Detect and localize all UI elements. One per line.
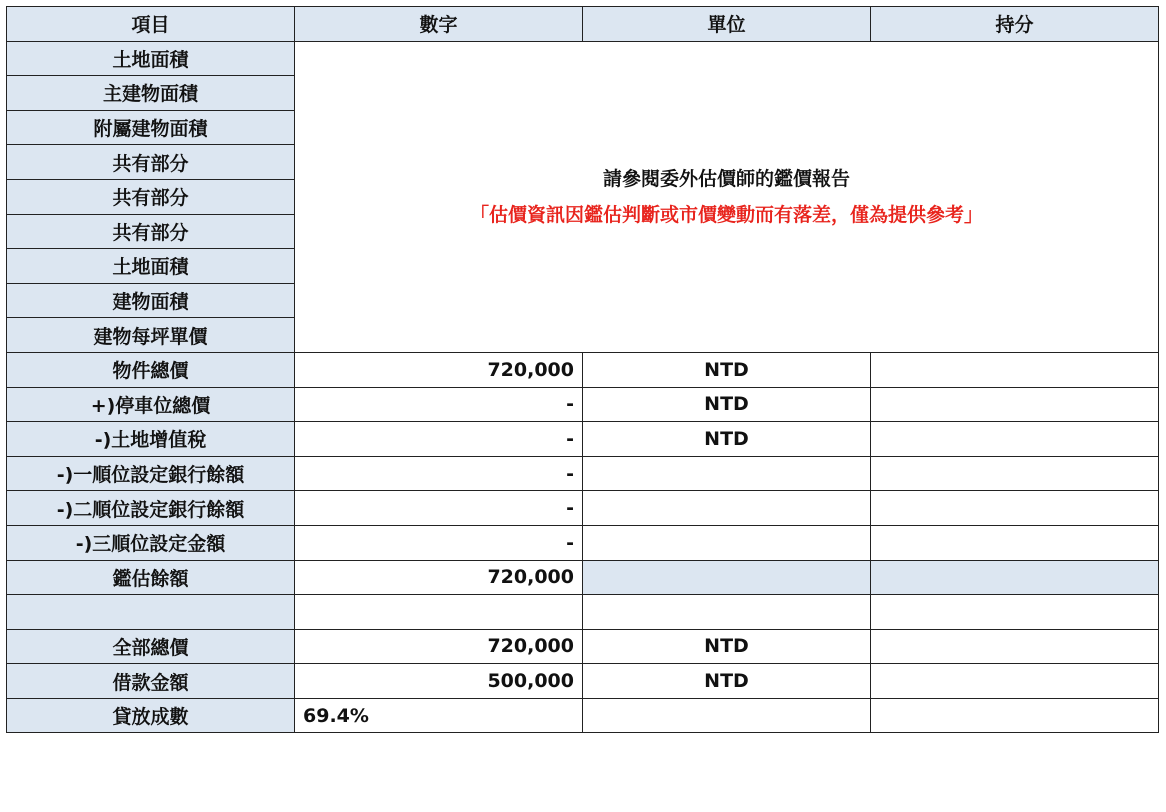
cell-share	[871, 352, 1159, 387]
cell-value: -	[295, 525, 583, 560]
table-row	[7, 456, 1159, 491]
cell-share	[871, 664, 1159, 699]
row-label-common-part: 共有部分	[7, 145, 295, 180]
table-row	[7, 525, 1159, 560]
cell-unit	[583, 560, 871, 595]
header-share: 持分	[871, 7, 1159, 42]
row-label-annex-building-area: 附屬建物面積	[7, 110, 295, 145]
cell-value: 720,000	[295, 352, 583, 387]
cell-share	[871, 422, 1159, 457]
cell-unit	[583, 491, 871, 526]
cell-share	[871, 387, 1159, 422]
row-label-common-part: 共有部分	[7, 214, 295, 249]
row-label-appraised-balance: 鑑估餘額	[7, 560, 295, 595]
cell-value: -	[295, 422, 583, 457]
cell-share	[871, 698, 1159, 733]
table-row	[7, 664, 1159, 699]
cell-share	[871, 525, 1159, 560]
appraised-balance-row	[7, 560, 1159, 595]
cell-unit: NTD	[583, 387, 871, 422]
header-item: 項目	[7, 7, 295, 42]
cell-unit: NTD	[583, 352, 871, 387]
cell-share	[871, 560, 1159, 595]
table-row	[7, 629, 1159, 664]
spacer-label	[7, 595, 295, 630]
cell-value: -	[295, 491, 583, 526]
cell-value: -	[295, 456, 583, 491]
loan-amount-value: 500,000	[295, 664, 583, 699]
table-row	[7, 387, 1159, 422]
cell-share	[871, 491, 1159, 526]
spacer-row	[7, 595, 1159, 630]
row-label-main-building-area: 主建物面積	[7, 76, 295, 111]
header-row	[7, 7, 1159, 42]
cell-unit	[583, 456, 871, 491]
row-label-first-lien-balance: -)一順位設定銀行餘額	[7, 456, 295, 491]
row-label-land-area: 土地面積	[7, 249, 295, 284]
row-label-grand-total: 全部總價	[7, 629, 295, 664]
header-unit: 單位	[583, 7, 871, 42]
table-row	[7, 491, 1159, 526]
header-number: 數字	[295, 7, 583, 42]
row-label-land-area: 土地面積	[7, 41, 295, 76]
table-row	[7, 41, 1159, 76]
appraisal-note-text: 請參閱委外估價師的鑑價報告	[602, 167, 850, 190]
row-label-parking-total: +)停車位總價	[7, 387, 295, 422]
cell-share	[871, 456, 1159, 491]
row-label-common-part: 共有部分	[7, 179, 295, 214]
row-label-second-lien-balance: -)二順位設定銀行餘額	[7, 491, 295, 526]
row-label-building-area: 建物面積	[7, 283, 295, 318]
appraisal-note	[295, 41, 1159, 352]
table-row	[7, 352, 1159, 387]
loan-ratio-value: 69.4%	[295, 698, 583, 733]
valuation-table	[6, 6, 1159, 733]
row-label-building-price-per-ping: 建物每坪單價	[7, 318, 295, 353]
row-label-loan-amount: 借款金額	[7, 664, 295, 699]
appraised-balance-value: 720,000	[295, 560, 583, 595]
table-row	[7, 698, 1159, 733]
cell-unit: NTD	[583, 664, 871, 699]
row-label-property-total: 物件總價	[7, 352, 295, 387]
grand-total-value: 720,000	[295, 629, 583, 664]
row-label-loan-ratio: 貸放成數	[7, 698, 295, 733]
spacer-cell	[583, 595, 871, 630]
cell-unit: NTD	[583, 629, 871, 664]
spacer-cell	[295, 595, 583, 630]
cell-value: -	[295, 387, 583, 422]
row-label-third-lien-amount: -)三順位設定金額	[7, 525, 295, 560]
table-row	[7, 422, 1159, 457]
appraisal-disclaimer: 「估價資訊因鑑估判斷或市價變動而有落差，僅為提供參考」	[469, 203, 983, 226]
row-label-land-value-tax: -)土地增值稅	[7, 422, 295, 457]
cell-share	[871, 629, 1159, 664]
cell-unit	[583, 698, 871, 733]
cell-unit: NTD	[583, 422, 871, 457]
spacer-cell	[871, 595, 1159, 630]
cell-unit	[583, 525, 871, 560]
